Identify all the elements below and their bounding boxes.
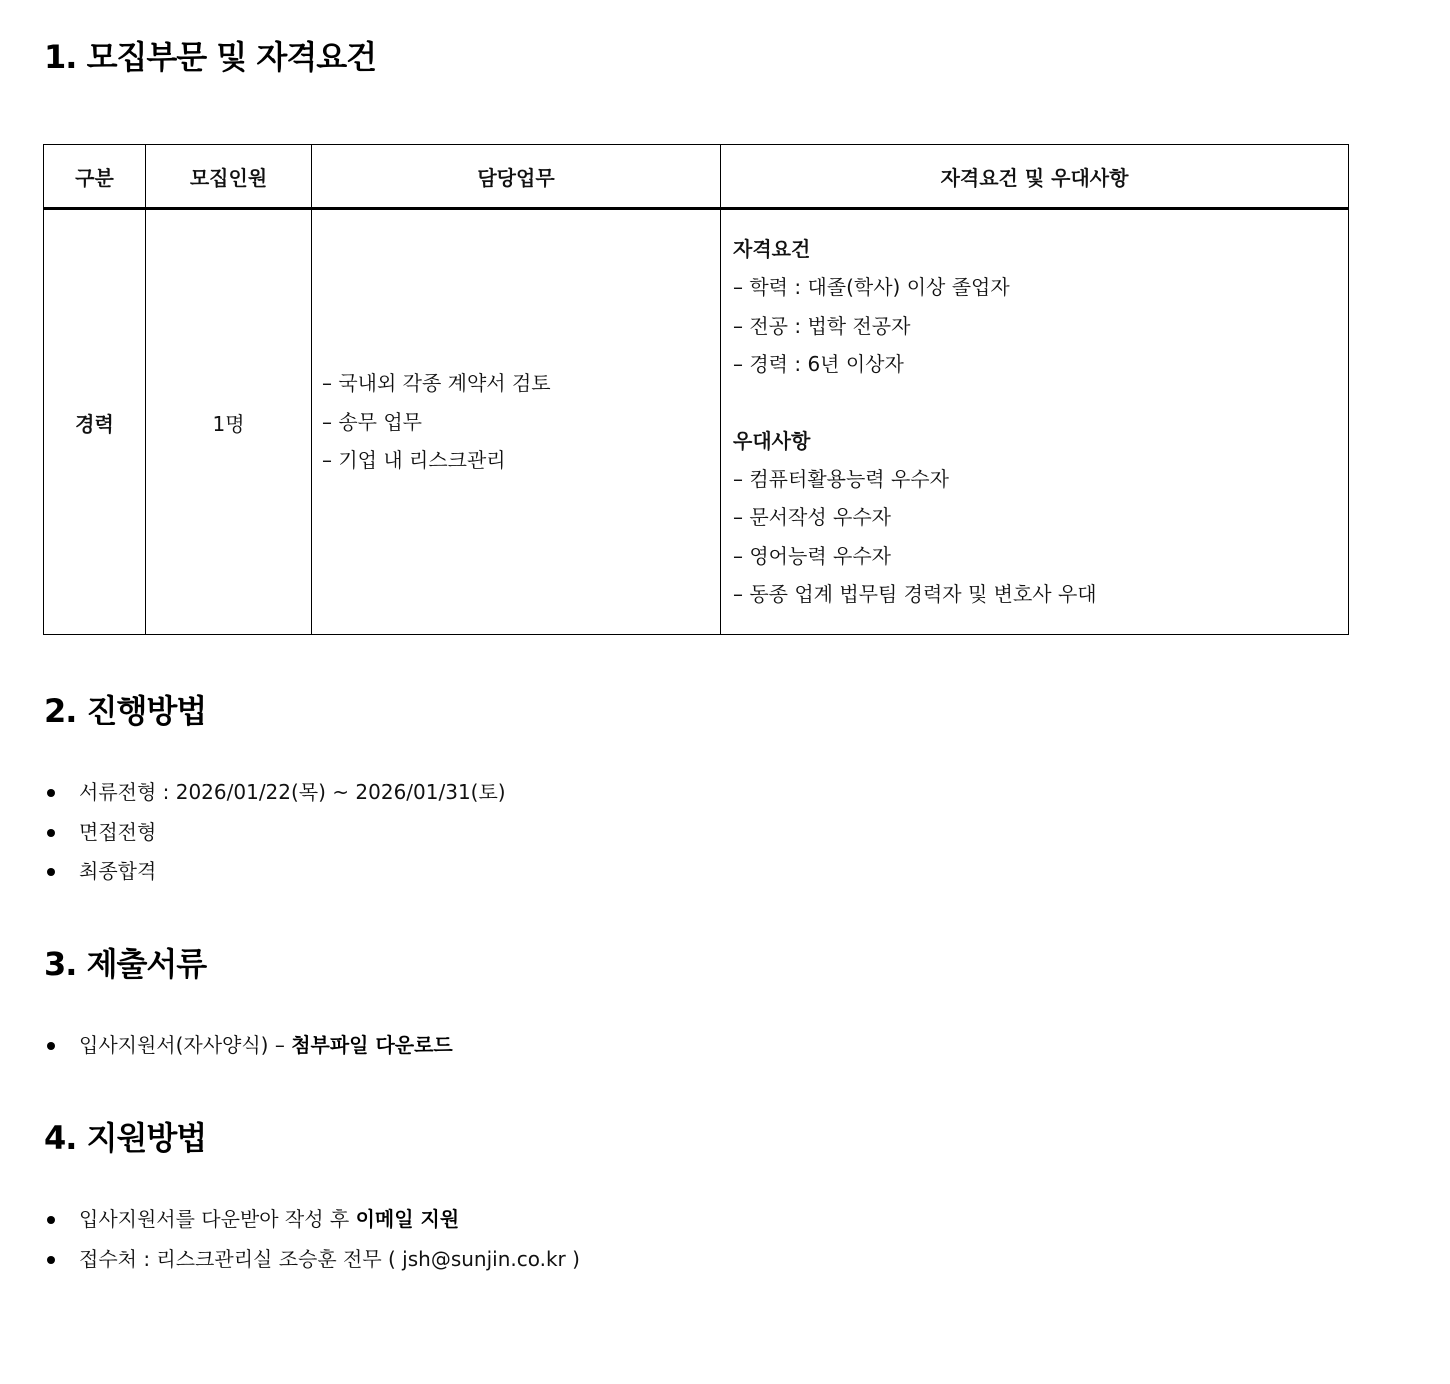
section-title-documents: 3. 제출서류 — [44, 945, 207, 983]
list-item — [44, 1026, 453, 1066]
list-item — [44, 1240, 580, 1280]
section-title-recruitment: 1. 모집부문 및 자격요건 — [44, 38, 377, 76]
preference-item: – 컴퓨터활용능력 우수자 — [733, 466, 949, 491]
duty-item: – 기업 내 리스크관리 — [322, 448, 506, 473]
bullet-icon — [47, 1216, 55, 1224]
application-text: 입사지원서를 다운받아 작성 후 — [79, 1207, 356, 1231]
duty-item: – 송무 업무 — [322, 409, 422, 434]
spacer — [733, 384, 1336, 422]
preference-item: – 영어능력 우수자 — [733, 543, 891, 568]
list-item — [44, 1200, 580, 1240]
table-header-row — [44, 145, 1349, 209]
documents-list — [44, 1026, 453, 1066]
section-title-application: 4. 지원방법 — [44, 1119, 207, 1157]
preferences-heading: 우대사항 — [733, 428, 811, 453]
process-list — [44, 773, 506, 892]
cell-duties — [312, 209, 721, 635]
list-item — [44, 773, 506, 813]
process-step: 면접전형 — [79, 819, 157, 844]
recruitment-table — [43, 144, 1349, 635]
table-row — [44, 209, 1349, 635]
section-title-process: 2. 진행방법 — [44, 692, 207, 730]
header-category: 구분 — [44, 145, 146, 209]
qualifications-heading: 자격요건 — [733, 237, 811, 261]
email-apply-emphasis: 이메일 지원 — [355, 1207, 460, 1231]
list-item — [44, 813, 506, 853]
bullet-icon — [47, 789, 55, 797]
bullet-icon — [47, 1256, 55, 1264]
duty-item: – 국내외 각종 계약서 검토 — [322, 371, 551, 396]
process-step: 서류전형 : 2026/01/22(목) ~ 2026/01/31(토) — [79, 780, 506, 804]
bullet-icon — [47, 829, 55, 837]
cell-qualifications — [721, 209, 1349, 635]
process-step: 최종합격 — [79, 859, 157, 883]
header-duties: 담당업무 — [312, 145, 721, 209]
qualification-item: – 학력 : 대졸(학사) 이상 졸업자 — [733, 275, 1010, 299]
qualification-item: – 경력 : 6년 이상자 — [733, 352, 904, 376]
cell-headcount: 1명 — [146, 209, 312, 635]
header-headcount: 모집인원 — [146, 145, 312, 209]
header-qualifications: 자격요건 및 우대사항 — [721, 145, 1349, 209]
cell-category: 경력 — [44, 209, 146, 635]
preference-item: – 동종 업계 법무팀 경력자 및 변호사 우대 — [733, 582, 1097, 606]
attachment-download-link[interactable]: 첨부파일 다운로드 — [291, 1033, 453, 1057]
document-text: 입사지원서(자사양식) – — [79, 1033, 292, 1057]
qualification-item: – 전공 : 법학 전공자 — [733, 313, 911, 338]
preference-item: – 문서작성 우수자 — [733, 505, 891, 529]
bullet-icon — [47, 868, 55, 876]
application-list — [44, 1200, 580, 1279]
contact-text: 접수처 : 리스크관리실 조승훈 전무 ( jsh@sunjin.co.kr ) — [79, 1246, 580, 1271]
list-item — [44, 852, 506, 892]
bullet-icon — [47, 1042, 55, 1050]
